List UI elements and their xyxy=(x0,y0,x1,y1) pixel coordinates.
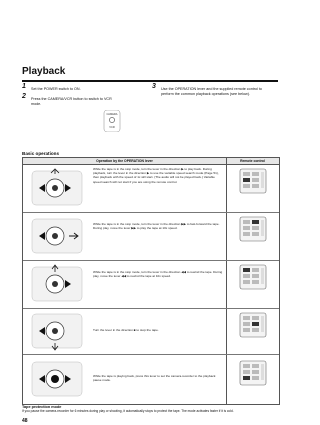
title-rule xyxy=(22,80,278,82)
operation-lever-pause-illustration xyxy=(29,359,85,399)
col-lever-header: Operation by the OPERATION lever xyxy=(96,159,153,164)
row-text: While the tape is in the stop mode, turn the lever in the direction ▶▶ to fast-forward the tape. During play, move the lever ▶▶ to play the tape at 10x speed. xyxy=(93,222,220,231)
remote-control-rew-illustration xyxy=(239,264,267,290)
step-text: Set the POWER switch to ON. xyxy=(31,87,81,91)
step-3 xyxy=(152,83,280,104)
operation-lever-rew-illustration xyxy=(29,264,85,304)
table-row-pause xyxy=(23,354,279,404)
row-text: While the tape is playing back, press this lever to set the camera-recorder to the playback pause mode. xyxy=(93,374,216,383)
table-row-rewind xyxy=(23,260,279,309)
row-text: While the tape is in the stop mode, turn the lever in the direction ▶ to play back. During playback, turn the lever in the direction ▶ to use the variable speed search mode (Page 51), then playback with the speed of 1x will start. (The audio will not be played back.) Variable speed search will not start if you are using the remote control. xyxy=(93,167,219,184)
section-heading: Basic operations xyxy=(22,151,60,156)
step-number: 2 xyxy=(22,93,26,100)
step-number: 3 xyxy=(152,83,156,90)
step-text: Press the CAMERA/VCR button to switch to VCR mode. xyxy=(31,97,112,106)
page-title: Playback xyxy=(22,66,66,77)
remote-control-play-illustration xyxy=(239,168,267,194)
operation-lever-ff-illustration xyxy=(29,216,85,256)
table-row-play xyxy=(23,164,279,213)
step-1 xyxy=(22,83,132,96)
step-number: 1 xyxy=(22,83,26,90)
table-row-fast-forward xyxy=(23,212,279,261)
operation-lever-play-illustration xyxy=(29,168,85,208)
tape-protection-text: If you pause the camera-recorder for 6 minutes during play or shooting, it automatically stops to protect the tape. The mode activates faster if it is cold. xyxy=(22,409,234,413)
page-number: 48 xyxy=(22,418,28,424)
remote-control-stop-illustration xyxy=(239,312,267,338)
row-text: Turn the lever in the direction ■ to stop the tape. xyxy=(93,328,159,332)
step-text: Use the OPERATION lever and the supplied remote control to perform the common playback operations (see below). xyxy=(161,87,262,96)
tape-protection-heading: Tape protection mode xyxy=(22,405,62,409)
table-row-stop xyxy=(23,308,279,355)
basic-operations-table xyxy=(22,157,280,405)
row-text: While the tape is in the stop mode, turn the lever in the direction ◀◀ to rewind the tape. During play, move the lever ◀◀ to rewind the tape at 10x speed. xyxy=(93,270,223,279)
step-2 xyxy=(22,93,132,108)
camera-vcr-button-illustration xyxy=(100,110,124,132)
operation-lever-stop-illustration xyxy=(29,311,85,351)
remote-control-pause-illustration xyxy=(239,360,267,386)
camera-label: CAMERA xyxy=(106,113,118,116)
remote-control-ff-illustration xyxy=(239,216,267,242)
col-remote-header: Remote control xyxy=(240,159,265,164)
vcr-label: VCR xyxy=(109,126,115,129)
